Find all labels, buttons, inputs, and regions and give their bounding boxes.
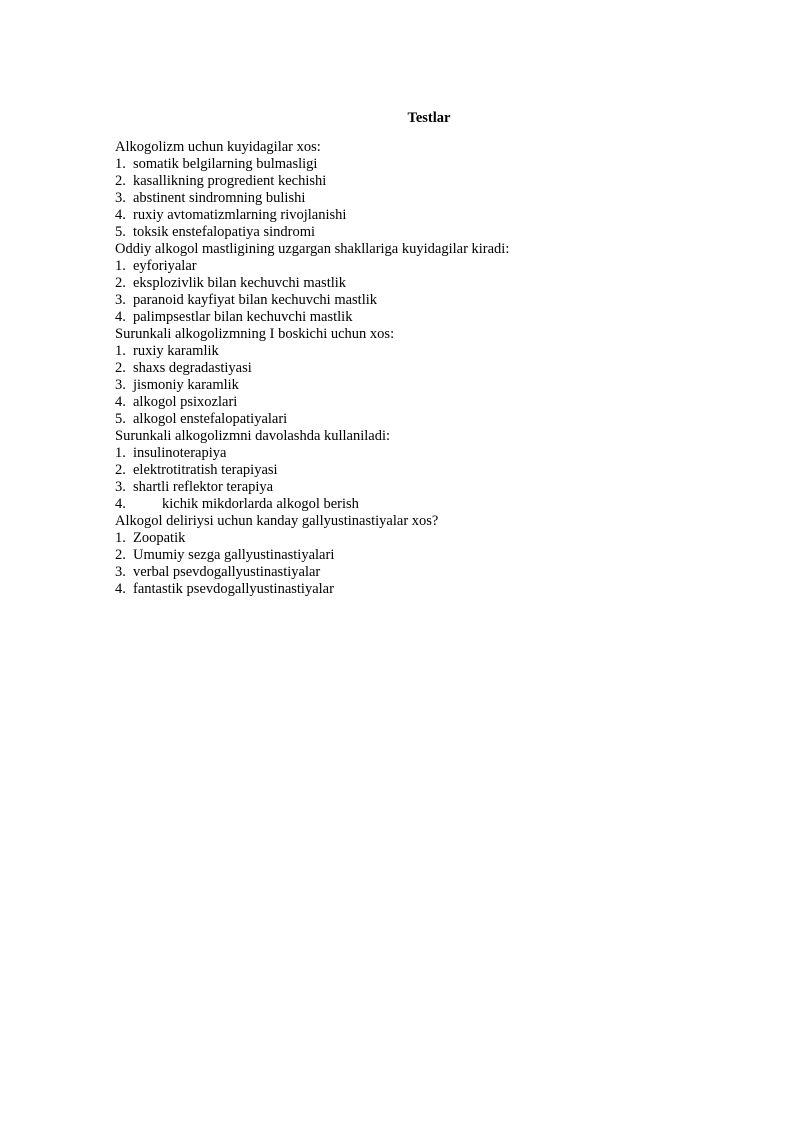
answer-item <box>115 224 735 241</box>
question-block <box>115 428 735 513</box>
answer-item <box>115 190 735 207</box>
answer-item <box>115 445 735 462</box>
answer-text: palimpsestlar bilan kechuvchi mastlik <box>133 309 353 325</box>
answer-number: 1. <box>115 156 126 172</box>
answer-item <box>115 377 735 394</box>
answer-text: toksik enstefalopatiya sindromi <box>133 224 316 240</box>
answer-text: elektrotitratish terapiyasi <box>133 462 278 478</box>
answer-item <box>115 173 735 190</box>
answer-number: 4. <box>115 496 126 512</box>
answer-list <box>115 445 735 513</box>
answer-text: Umumiy sezga gallyustinastiyalari <box>133 547 335 563</box>
answer-number: 1. <box>115 530 126 546</box>
answer-item <box>115 258 735 275</box>
answer-item <box>115 360 735 377</box>
answer-number: 4. <box>115 207 126 223</box>
question-text: Alkogol deliriysi uchun kanday gallyustinastiyalar xos? <box>115 513 439 529</box>
answer-item <box>115 343 735 360</box>
answer-number: 3. <box>115 377 126 393</box>
answer-item <box>115 479 735 496</box>
answer-item <box>115 275 735 292</box>
question-block <box>115 513 735 598</box>
question-text: Alkogolizm uchun kuyidagilar xos: <box>115 139 321 155</box>
answer-number: 1. <box>115 343 126 359</box>
answer-number: 2. <box>115 360 126 376</box>
answer-number: 4. <box>115 581 126 597</box>
answer-text: kasallikning progredient kechishi <box>133 173 327 189</box>
answer-number: 3. <box>115 479 126 495</box>
answer-list <box>115 156 735 241</box>
answer-item <box>115 394 735 411</box>
answer-number: 5. <box>115 224 126 240</box>
question-block <box>115 139 735 241</box>
answer-item <box>115 530 735 547</box>
question-block <box>115 326 735 428</box>
answer-number: 1. <box>115 258 126 274</box>
question-text: Surunkali alkogolizmning I boskichi uchun xos: <box>115 326 395 342</box>
answer-text: jismoniy karamlik <box>133 377 239 393</box>
answer-text: kichik mikdorlarda alkogol berish <box>162 496 359 512</box>
answer-number: 2. <box>115 462 126 478</box>
answer-text: paranoid kayfiyat bilan kechuvchi mastlik <box>133 292 378 308</box>
answer-number: 3. <box>115 190 126 206</box>
answer-text: eksplozivlik bilan kechuvchi mastlik <box>133 275 347 291</box>
answer-text: abstinent sindromning bulishi <box>133 190 306 206</box>
answer-list <box>115 258 735 326</box>
answer-number: 3. <box>115 292 126 308</box>
test-list <box>115 139 735 598</box>
answer-item <box>115 462 735 479</box>
answer-text: shartli reflektor terapiya <box>133 479 274 495</box>
answer-number: 3. <box>115 564 126 580</box>
answer-text: ruxiy avtomatizmlarning rivojlanishi <box>133 207 347 223</box>
answer-item <box>115 156 735 173</box>
answer-item <box>115 496 735 513</box>
answer-text: somatik belgilarning bulmasligi <box>133 156 318 172</box>
answer-text: Zoopatik <box>133 530 186 546</box>
answer-list <box>115 343 735 428</box>
answer-number: 4. <box>115 309 126 325</box>
question-block <box>115 241 735 326</box>
answer-text: eyforiyalar <box>133 258 197 274</box>
answer-number: 2. <box>115 275 126 291</box>
answer-number: 1. <box>115 445 126 461</box>
answer-number: 2. <box>115 173 126 189</box>
answer-text: insulinoterapiya <box>133 445 227 461</box>
answer-number: 2. <box>115 547 126 563</box>
question-text: Oddiy alkogol mastligining uzgargan shakllariga kuyidagilar kiradi: <box>115 241 510 257</box>
answer-item <box>115 207 735 224</box>
answer-number: 4. <box>115 394 126 410</box>
answer-item <box>115 292 735 309</box>
answer-text: alkogol psixozlari <box>133 394 238 410</box>
page-title: Testlar <box>407 110 451 126</box>
answer-text: alkogol enstefalopatiyalari <box>133 411 288 427</box>
answer-item <box>115 581 735 598</box>
answer-text: shaxs degradastiyasi <box>133 360 252 376</box>
answer-item <box>115 547 735 564</box>
answer-item <box>115 411 735 428</box>
answer-text: fantastik psevdogallyustinastiyalar <box>133 581 334 597</box>
answer-list <box>115 530 735 598</box>
answer-text: verbal psevdogallyustinastiyalar <box>133 564 321 580</box>
answer-item <box>115 564 735 581</box>
answer-text: ruxiy karamlik <box>133 343 219 359</box>
answer-number: 5. <box>115 411 126 427</box>
question-text: Surunkali alkogolizmni davolashda kullaniladi: <box>115 428 391 444</box>
answer-item <box>115 309 735 326</box>
